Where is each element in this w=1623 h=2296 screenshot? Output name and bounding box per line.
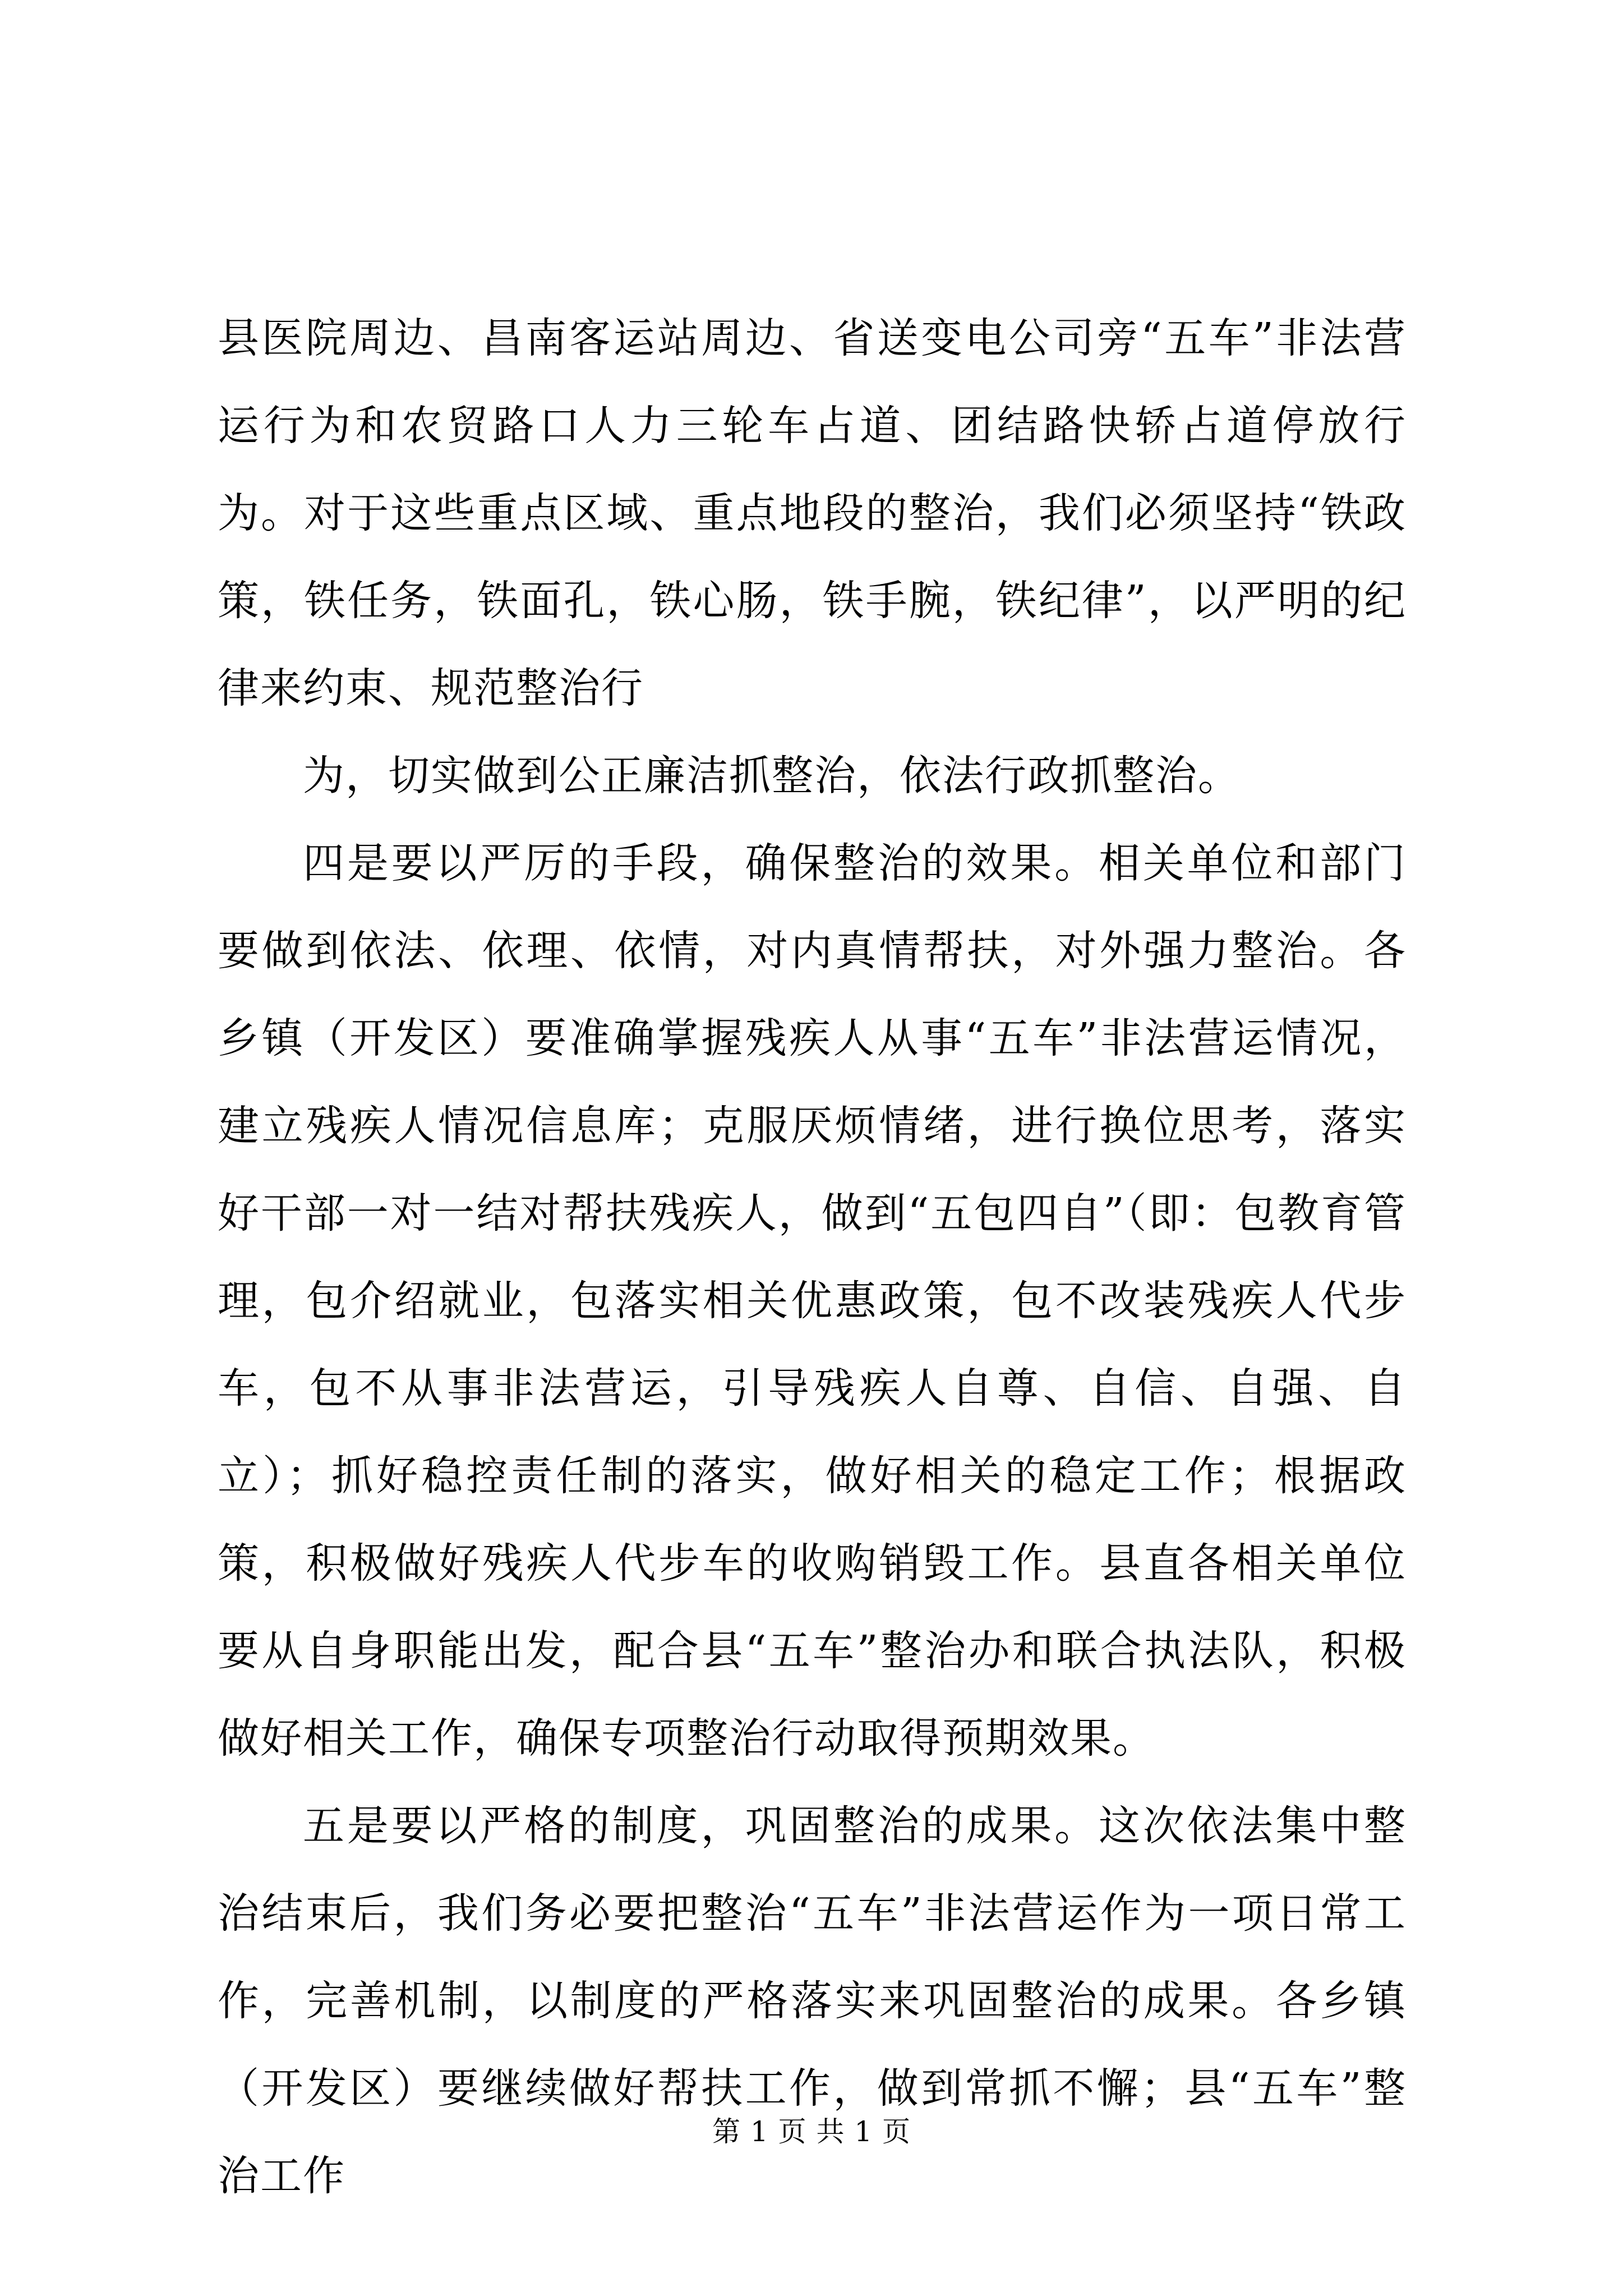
paragraph-continuation: 县医院周边、昌南客运站周边、省送变电公司旁“五车”非法营运行为和农贸路口人力三轮车占道、团结路快轿占道停放行为。对于这些重点区域、重点地段的整治，我们必须坚持“铁政策，铁任务，铁面孔，铁心肠，铁手腕，铁纪律”，以严明的纪律来约束、规范整治行	[218, 314, 1407, 712]
paragraph-continuation-tail: 为，切实做到公正廉洁抓整治，依法行政抓整治。	[303, 752, 1241, 800]
page-footer: 第 1 页 共 1 页	[712, 2115, 911, 2148]
paragraph-point-five: 五是要以严格的制度，巩固整治的成果。这次依法集中整治结束后，我们务必要把整治“五车”非法营运作为一项日常工作，完善机制，以制度的严格落实来巩固整治的成果。各乡镇（开发区）要继续做好帮扶工作，做到常抓不懈；县“五车”整治工作	[218, 1802, 1407, 2200]
document-body	[218, 295, 1407, 2220]
paragraph-point-four: 四是要以严厉的手段，确保整治的效果。相关单位和部门要做到依法、依理、依情，对内真情帮扶，对外强力整治。各乡镇（开发区）要准确掌握残疾人从事“五车”非法营运情况，建立残疾人情况信息库；克服厌烦情绪，进行换位思考，落实好干部一对一结对帮扶残疾人，做到“五包四自”（即：包教育管理，包介绍就业，包落实相关优惠政策，包不改装残疾人代步车，包不从事非法营运，引导残疾人自尊、自信、自强、自立）；抓好稳控责任制的落实，做好相关的稳定工作；根据政策，积极做好残疾人代步车的收购销毁工作。县直各相关单位要从自身职能出发，配合县“五车”整治办和联合执法队，积极做好相关工作，确保专项整治行动取得预期效果。	[218, 839, 1407, 1763]
